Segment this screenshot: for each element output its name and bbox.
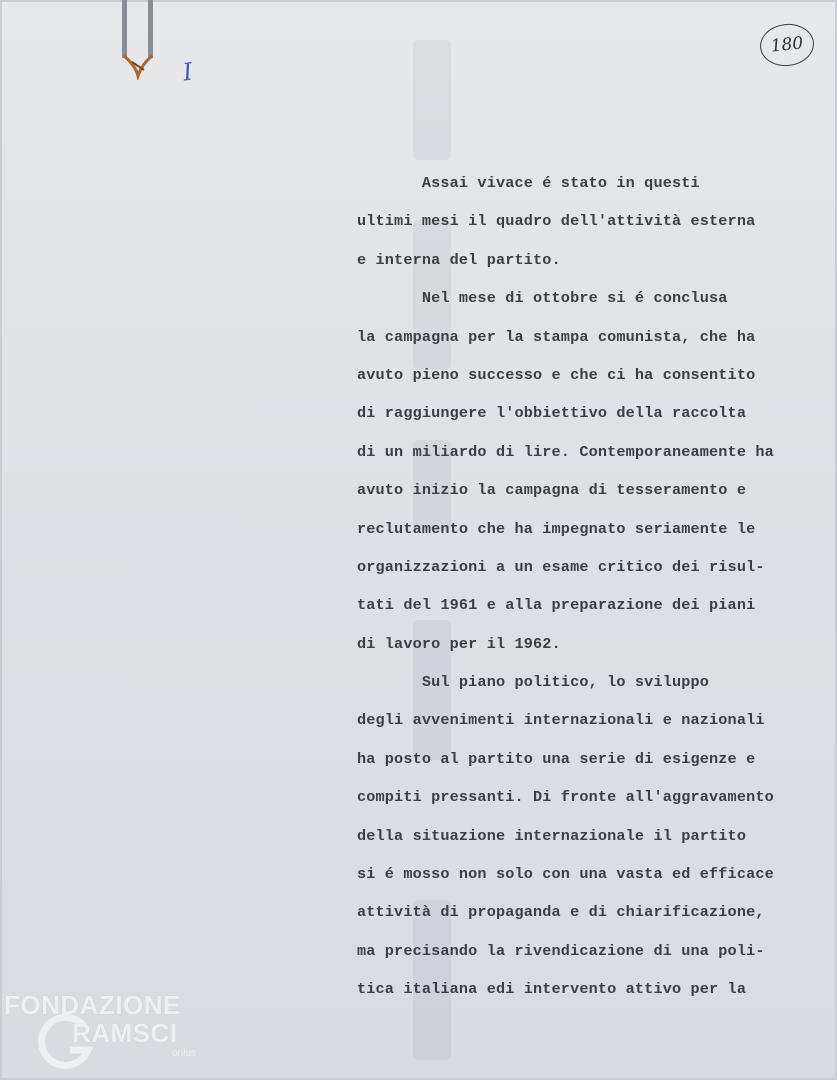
text-line: della situazione internazionale il partito bbox=[357, 826, 747, 845]
logo-suffix: onlus bbox=[172, 1048, 196, 1059]
margin-mark: I bbox=[181, 57, 195, 87]
text-line: di un miliardo di lire. Contemporaneamente ha bbox=[357, 442, 774, 461]
text-line: ultimi mesi il quadro dell'attività esterna bbox=[357, 212, 756, 231]
text-line: avuto inizio la campagna di tesseramento e bbox=[357, 481, 747, 500]
text-line: Sul piano politico, lo sviluppo bbox=[357, 673, 710, 692]
text-line: tica italiana edi intervento attivo per la bbox=[357, 980, 747, 999]
fondazione-gramsci-logo bbox=[4, 988, 224, 1078]
text-line: la campagna per la stampa comunista, che ha bbox=[357, 327, 756, 346]
text-line: tati del 1961 e alla preparazione dei piani bbox=[357, 596, 756, 615]
page-number-text: 180 bbox=[769, 33, 805, 57]
text-line: Nel mese di ottobre si é conclusa bbox=[357, 289, 728, 308]
logo-line2: RAMSCI bbox=[72, 1018, 178, 1048]
text-line: e interna del partito. bbox=[357, 250, 561, 269]
staple-icon bbox=[118, 0, 158, 80]
text-line: di lavoro per il 1962. bbox=[357, 634, 561, 653]
text-line: si é mosso non solo con una vasta ed efficace bbox=[357, 865, 774, 884]
text-line: avuto pieno successo e che ci ha consentito bbox=[357, 365, 756, 384]
text-line: degli avvenimenti internazionali e nazionali bbox=[357, 711, 765, 730]
text-line: Assai vivace é stato in questi bbox=[357, 174, 700, 192]
logo-line1: FONDAZIONE bbox=[4, 990, 181, 1020]
text-line: reclutamento che ha impegnato seriamente le bbox=[357, 519, 756, 538]
text-line: compiti pressanti. Di fronte all'aggravamento bbox=[357, 788, 774, 807]
text-line: attività di propaganda e di chiarificazione, bbox=[357, 903, 765, 922]
typed-body bbox=[357, 168, 817, 1013]
text-line: di raggiungere l'obbiettivo della raccolta bbox=[357, 404, 747, 423]
text-line: organizzazioni a un esame critico dei risul- bbox=[357, 557, 765, 576]
page-number bbox=[758, 21, 816, 68]
text-line: ha posto al partito una serie di esigenze e bbox=[357, 749, 756, 768]
text-line: ma precisando la rivendicazione di una poli- bbox=[357, 941, 765, 960]
